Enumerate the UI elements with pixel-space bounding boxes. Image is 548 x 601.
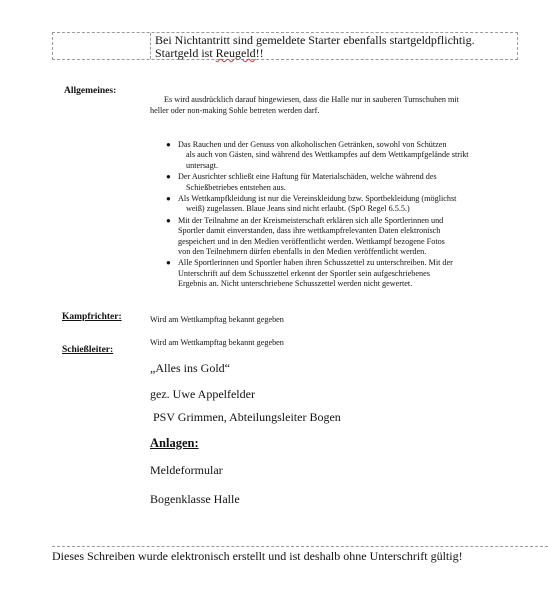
schiessleiter-value: Wird am Wettkampftag bekannt gegeben	[150, 338, 284, 347]
closing-motto: „Alles ins Gold“	[150, 361, 230, 375]
allgemeines-intro	[150, 94, 530, 116]
notice-line-2	[155, 47, 475, 60]
bullet-line: Unterschrift auf dem Schusszettel erkennt der Sportler sein aufgeschriebenes	[178, 268, 430, 278]
list-item	[166, 258, 520, 289]
rules-list	[166, 140, 520, 291]
bullet-line: Als Wettkampfkleidung ist nur die Vereinskleidung bzw. Sportbekleidung (möglichst	[178, 194, 457, 204]
closing-signed: gez. Uwe Appelfelder	[150, 387, 255, 401]
closing-org: PSV Grimmen, Abteilungsleiter Bogen	[153, 410, 341, 424]
schiessleiter-label: Schießleiter:	[62, 345, 114, 355]
intro-line-2: heller oder non-making Sohle betreten werden darf.	[150, 106, 320, 115]
bullet-line: gespeichert und in den Medien veröffentlicht werden. Wettkampf bezogene Fotos	[178, 236, 445, 246]
anlagen-item: Meldeformular	[150, 463, 223, 477]
footer-note: Dieses Schreiben wurde elektronisch erstellt und ist deshalb ohne Unterschrift gültig!	[52, 546, 548, 564]
bullet-line: als auch von Gästen, sind während des Wettkampfes auf dem Wettkampfgelände strikt	[186, 150, 469, 160]
bullet-line: Der Ausrichter schließt eine Haftung für Materialschäden, welche während des	[178, 172, 437, 182]
kampfrichter-value: Wird am Wettkampftag bekannt gegeben	[150, 315, 284, 324]
notice-cell	[155, 34, 475, 60]
bullet-line: untersagt.	[186, 160, 219, 170]
kampfrichter-label: Kampfrichter:	[62, 312, 122, 322]
list-item	[166, 140, 520, 171]
notice-line-1: Bei Nichtantritt sind gemeldete Starter ebenfalls startgeldpflichtig.	[155, 33, 475, 47]
bullet-line: Sportler damit einverstanden, dass ihre wettkampfrelevanten Daten elektronisch	[178, 226, 441, 236]
anlagen-item: Bogenklasse Halle	[150, 492, 240, 506]
bullet-line: weiß) zugelassen. Blaue Jeans sind nicht erlaubt. (SpO Regel 6.5.5.)	[186, 204, 410, 214]
bullet-line: Ergebnis an. Nicht unterschriebene Schusszettel werden nicht gewertet.	[178, 279, 413, 289]
notice-line-2-suffix: !!	[255, 46, 264, 60]
table-divider	[150, 33, 151, 59]
notice-line-2-prefix: Startgeld ist	[155, 46, 216, 60]
list-item	[166, 194, 520, 215]
intro-line-1: Es wird ausdrücklich darauf hingewiesen, dass die Halle nur in sauberen Turnschuhen mit	[164, 95, 459, 104]
notice-line-2-word: Reugeld	[215, 46, 256, 60]
list-item	[166, 172, 520, 193]
anlagen-heading: Anlagen:	[150, 436, 199, 450]
bullet-icon: ●	[166, 215, 171, 225]
bullet-line: von den Teilnehmern dürfen ebenfalls in den Medien veröffentlicht werden.	[178, 247, 427, 257]
notice-table	[52, 32, 518, 60]
bullet-icon: ●	[166, 172, 171, 182]
bullet-icon: ●	[166, 194, 171, 204]
bullet-line: Das Rauchen und der Genuss von alkoholischen Getränken, sowohl von Schützen	[178, 140, 447, 149]
bullet-line: Alle Sportlerinnen und Sportler haben ihren Schusszettel zu unterschreiben. Mit der	[178, 258, 453, 268]
bullet-line: Mit der Teilnahme an der Kreismeisterschaft erklären sich alle Sportlerinnen und	[178, 215, 444, 225]
bullet-line: Schießbetriebes entstehen aus.	[186, 182, 286, 192]
bullet-icon: ●	[166, 140, 171, 149]
allgemeines-label: Allgemeines:	[64, 86, 117, 96]
bullet-icon: ●	[166, 258, 171, 268]
list-item	[166, 216, 520, 258]
